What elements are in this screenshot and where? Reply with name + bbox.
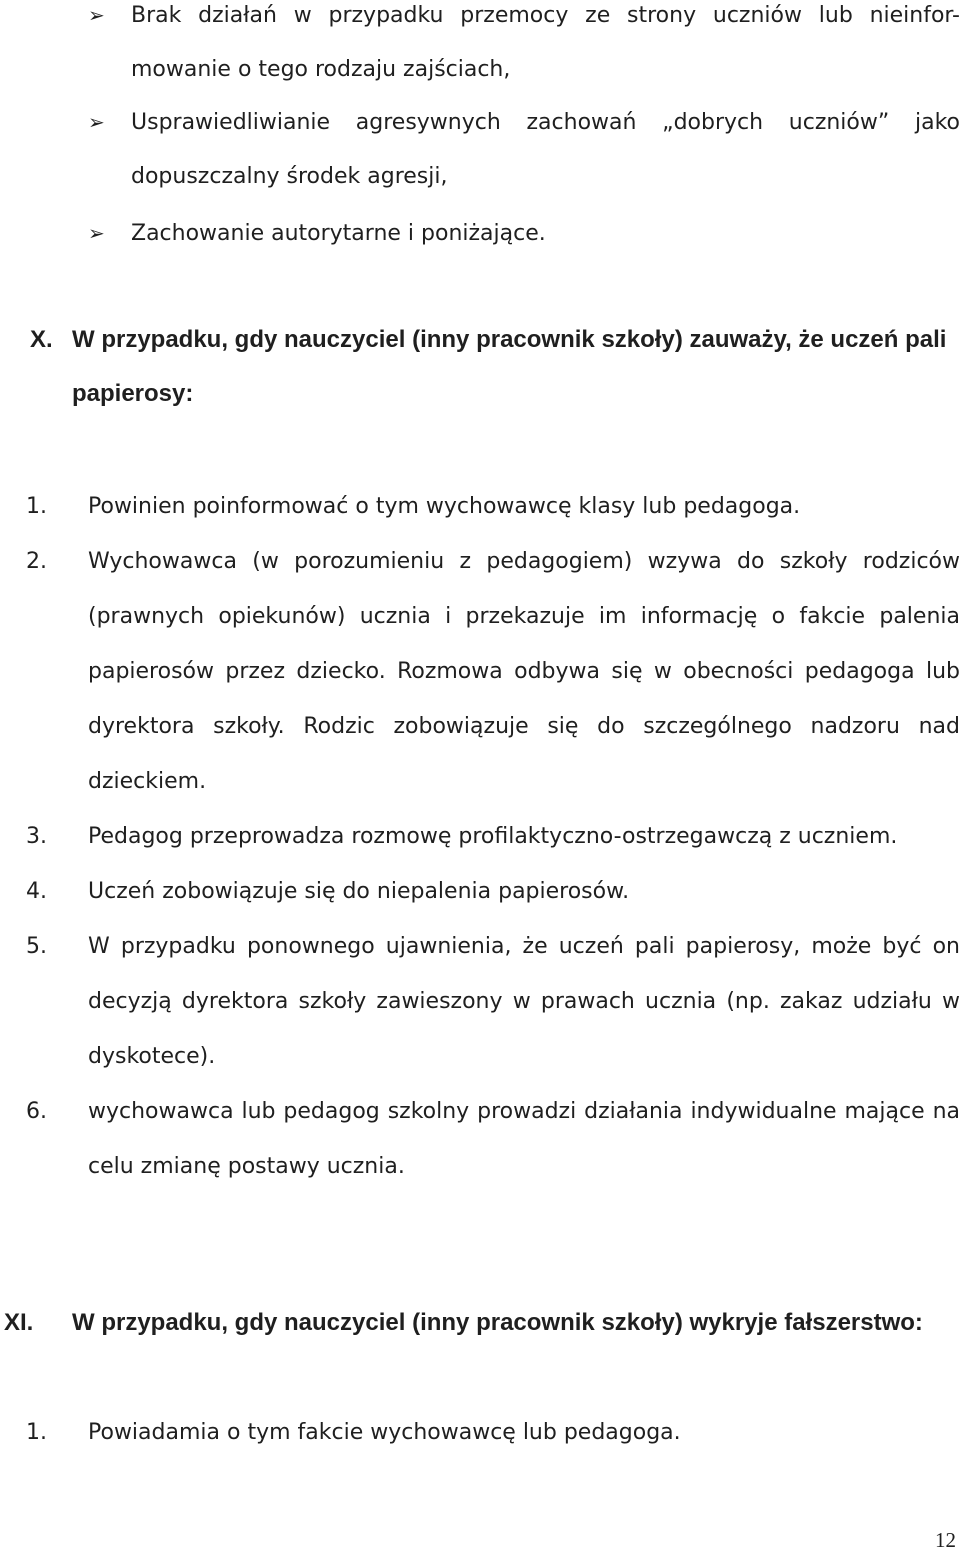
section-heading	[30, 313, 960, 421]
list-item	[0, 1084, 960, 1194]
item-number: 2.	[26, 549, 47, 574]
item-number: 1.	[26, 1420, 47, 1445]
bullet-item	[88, 207, 960, 261]
list-item	[0, 479, 960, 534]
list-item	[0, 919, 960, 1084]
list-item	[0, 809, 960, 864]
bullet-text: Usprawiedliwianie agresywnych zachowań „dobrych uczniów” jako dopuszczalny środek agresji,	[131, 110, 960, 189]
list-item	[0, 864, 960, 919]
list-item	[0, 534, 960, 809]
arrowhead-bullet-icon: ➢	[88, 5, 105, 27]
section-title: W przypadku, gdy nauczyciel (inny pracownik szkoły) wykryje fałszerstwo:	[72, 1309, 923, 1336]
list-item	[0, 1405, 960, 1460]
numbered-list	[0, 479, 960, 1194]
section-number: XI.	[4, 1309, 34, 1336]
item-number: 5.	[26, 934, 47, 959]
bullet-text: Zachowanie autorytarne i poniżające.	[131, 221, 546, 246]
item-number: 1.	[26, 494, 47, 519]
item-number: 6.	[26, 1099, 47, 1124]
item-number: 3.	[26, 824, 47, 849]
page-number: 12	[935, 1528, 956, 1552]
bullet-item	[88, 96, 960, 204]
item-number: 4.	[26, 879, 47, 904]
item-text: Wychowawca (w porozumieniu z pedagogiem) wzywa do szkoły rodziców (prawnych opiekunów) ucznia i przekazuje im informację o fakcie palenia papierosów przez dziecko. Rozmowa odbywa się w obecności pedagoga lub dyrektora szkoły. Rodzic zobowiązuje się do szczególnego nadzoru nad dzieckiem.	[88, 549, 960, 794]
section-title: W przypadku, gdy nauczyciel (inny pracownik szkoły) zauważy, że uczeń pali papierosy:	[72, 326, 947, 407]
arrowhead-bullet-icon: ➢	[88, 112, 105, 134]
bullet-item	[88, 0, 960, 97]
item-text: Powiadamia o tym fakcie wychowawcę lub pedagoga.	[88, 1420, 681, 1445]
item-text: Pedagog przeprowadza rozmowę profilaktyczno-ostrzegawczą z uczniem.	[88, 824, 898, 849]
section-number: X.	[30, 326, 53, 353]
item-text: W przypadku ponownego ujawnienia, że uczeń pali papierosy, może być on decyzją dyrektora szkoły zawieszony w prawach ucznia (np. zakaz udziału w dyskotece).	[88, 934, 960, 1069]
numbered-list	[0, 1405, 960, 1460]
item-text: Uczeń zobowiązuje się do niepalenia papierosów.	[88, 879, 630, 904]
arrowhead-bullet-icon: ➢	[88, 223, 105, 245]
item-text: Powinien poinformować o tym wychowawcę klasy lub pedagoga.	[88, 494, 801, 519]
item-text: wychowawca lub pedagog szkolny prowadzi działania indywidualne mające na celu zmianę postawy ucznia.	[88, 1099, 960, 1179]
bullet-text: Brak działań w przypadku przemocy ze strony uczniów lub nieinfor- mowanie o tego rodzaju zajściach,	[131, 3, 960, 82]
